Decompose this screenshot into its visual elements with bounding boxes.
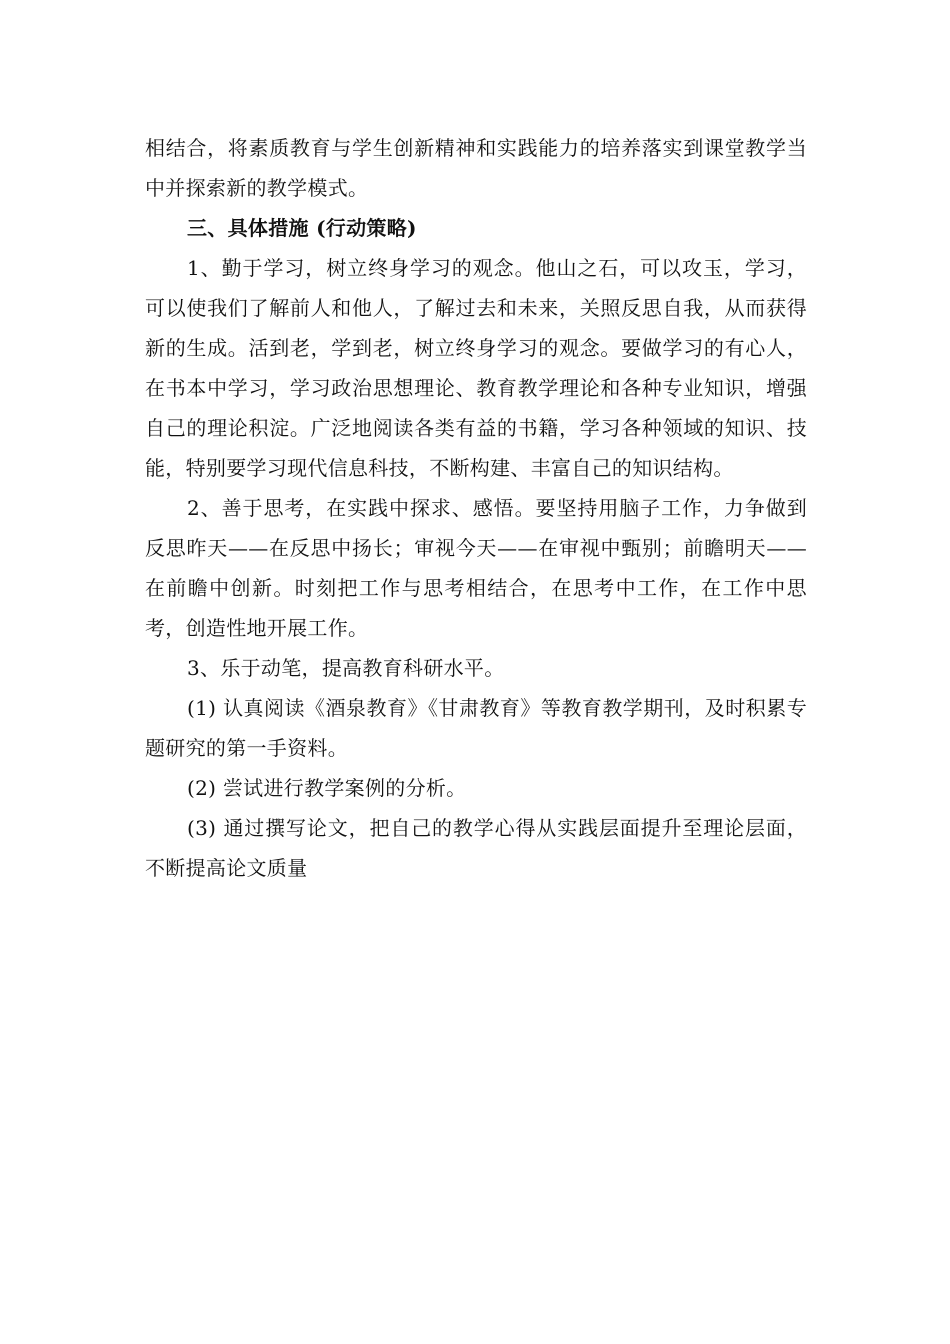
paragraph-subitem-3: (3) 通过撰写论文，把自己的教学心得从实践层面提升至理论层面，不断提高论文质量	[145, 816, 807, 880]
paragraph-continuation: 相结合，将素质教育与学生创新精神和实践能力的培养落实到课堂教学当中并探索新的教学模式。	[145, 136, 807, 200]
section-heading: 三、具体措施 (行动策略)	[187, 216, 417, 240]
paragraph-measure-1: 1、勤于学习，树立终身学习的观念。他山之石，可以攻玉，学习，可以使我们了解前人和他人，了解过去和未来，关照反思自我，从而获得新的生成。活到老，学到老，树立终身学习的观念。要做学习的有心人，在书本中学习，学习政治思想理论、教育教学理论和各种专业知识，增强自己的理论积淀。广泛地阅读各类有益的书籍，学习各种领域的知识、技能，特别要学习现代信息科技，不断构建、丰富自己的知识结构。	[145, 256, 807, 480]
paragraph-measure-2: 2、善于思考，在实践中探求、感悟。要坚持用脑子工作，力争做到反思昨天——在反思中扬长；审视今天——在审视中甄别；前瞻明天——在前瞻中创新。时刻把工作与思考相结合，在思考中工作，在工作中思考，创造性地开展工作。	[145, 496, 807, 640]
paragraph-measure-3: 3、乐于动笔，提高教育科研水平。	[187, 656, 505, 680]
document-body	[145, 128, 807, 888]
paragraph-subitem-2: (2) 尝试进行教学案例的分析。	[187, 776, 467, 800]
paragraph-subitem-1: (1) 认真阅读《酒泉教育》《甘肃教育》等教育教学期刊，及时积累专题研究的第一手资料。	[145, 696, 807, 760]
